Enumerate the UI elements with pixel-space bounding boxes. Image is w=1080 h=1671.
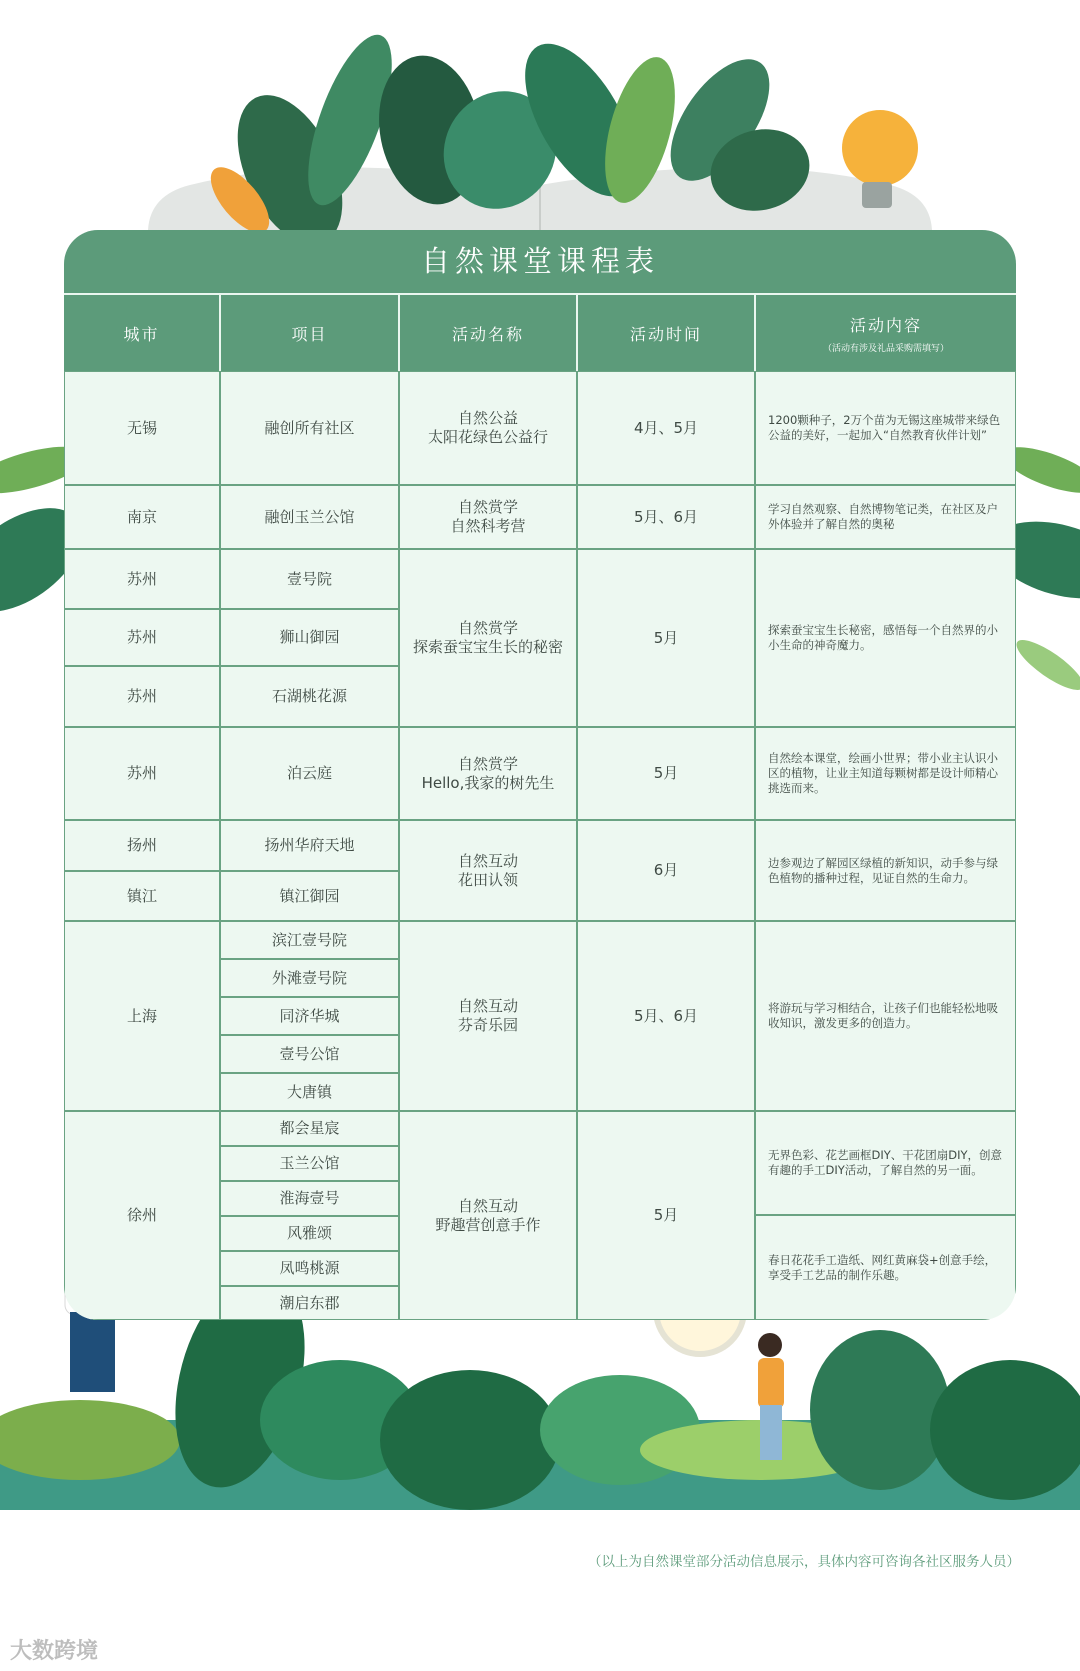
activity-time-cell: 5月 [577, 1111, 755, 1320]
city-cell: 镇江 [64, 871, 220, 921]
project-cell: 同济华城 [220, 997, 399, 1035]
project-cell: 融创所有社区 [220, 371, 399, 485]
project-cell: 潮启东郡 [220, 1286, 399, 1320]
header-project: 项目 [221, 295, 398, 371]
activity-content-cell: 春日花花手工造纸、网红黄麻袋+创意手绘，享受手工艺品的制作乐趣。 [755, 1215, 1016, 1320]
page-title: 自然课堂课程表 [64, 230, 1016, 293]
city-cell: 徐州 [64, 1111, 220, 1320]
activity-name-cell: 自然互动 花田认领 [399, 820, 577, 921]
activity-content-cell: 无界色彩、花艺画框DIY、干花团扇DIY，创意有趣的手工DIY活动，了解自然的另一面。 [755, 1111, 1016, 1215]
activity-name-cell: 自然赏学 Hello,我家的树先生 [399, 727, 577, 820]
activity-content-cell: 将游玩与学习相结合，让孩子们也能轻松地吸收知识，激发更多的创造力。 [755, 921, 1016, 1111]
activity-time-cell: 4月、5月 [577, 371, 755, 485]
project-cell: 扬州华府天地 [220, 820, 399, 871]
city-cell: 苏州 [64, 727, 220, 820]
project-cell: 玉兰公馆 [220, 1146, 399, 1181]
activity-name-cell: 自然互动 野趣营创意手作 [399, 1111, 577, 1320]
project-cell: 滨江壹号院 [220, 921, 399, 959]
project-cell: 镇江御园 [220, 871, 399, 921]
activity-time-cell: 5月、6月 [577, 485, 755, 549]
project-cell: 壹号公馆 [220, 1035, 399, 1073]
city-cell: 上海 [64, 921, 220, 1111]
side-leaf-icon [1010, 632, 1080, 698]
city-cell: 无锡 [64, 371, 220, 485]
activity-name-cell: 自然互动 芬奇乐园 [399, 921, 577, 1111]
footnote: （以上为自然课堂部分活动信息展示，具体内容可咨询各社区服务人员） [588, 1554, 1020, 1570]
header-activity-content: 活动内容 （活动有涉及礼品采购需填写） [756, 295, 1016, 371]
activity-name-cell: 自然公益 太阳花绿色公益行 [399, 371, 577, 485]
activity-content-cell: 学习自然观察、自然博物笔记类，在社区及户外体验并了解自然的奥秘 [755, 485, 1016, 549]
project-cell: 都会星宸 [220, 1111, 399, 1146]
activity-time-cell: 5月 [577, 727, 755, 820]
city-cell: 苏州 [64, 549, 220, 609]
activity-content-cell: 1200颗种子，2万个苗为无锡这座城带来绿色公益的美好，一起加入“自然教育伙伴计划” [755, 371, 1016, 485]
watermark-logo: 大数跨境 [10, 1639, 99, 1664]
activity-time-cell: 5月、6月 [577, 921, 755, 1111]
project-cell: 外滩壹号院 [220, 959, 399, 997]
activity-time-cell: 6月 [577, 820, 755, 921]
project-cell: 风雅颂 [220, 1216, 399, 1251]
city-cell: 苏州 [64, 666, 220, 727]
project-cell: 淮海壹号 [220, 1181, 399, 1216]
project-cell: 融创玉兰公馆 [220, 485, 399, 549]
project-cell: 石湖桃花源 [220, 666, 399, 727]
schedule-panel [64, 230, 1016, 1320]
city-cell: 扬州 [64, 820, 220, 871]
header-city: 城市 [64, 295, 219, 371]
activity-content-cell: 自然绘本课堂，绘画小世界；带小业主认识小区的植物，让业主知道每颗树都是设计师精心挑选而来。 [755, 727, 1016, 820]
project-cell: 凤鸣桃源 [220, 1251, 399, 1286]
city-cell: 苏州 [64, 609, 220, 666]
activity-name-cell: 自然赏学 探索蚕宝宝生长的秘密 [399, 549, 577, 727]
project-cell: 泊云庭 [220, 727, 399, 820]
activity-content-cell: 边参观边了解园区绿植的新知识，动手参与绿色植物的播种过程，见证自然的生命力。 [755, 820, 1016, 921]
project-cell: 狮山御园 [220, 609, 399, 666]
city-cell: 南京 [64, 485, 220, 549]
header-activity-name: 活动名称 [400, 295, 576, 371]
activity-content-cell: 探索蚕宝宝生长秘密，感悟每一个自然界的小小生命的神奇魔力。 [755, 549, 1016, 727]
activity-time-cell: 5月 [577, 549, 755, 727]
header-activity-time: 活动时间 [578, 295, 754, 371]
project-cell: 大唐镇 [220, 1073, 399, 1111]
activity-name-cell: 自然赏学 自然科考营 [399, 485, 577, 549]
project-cell: 壹号院 [220, 549, 399, 609]
